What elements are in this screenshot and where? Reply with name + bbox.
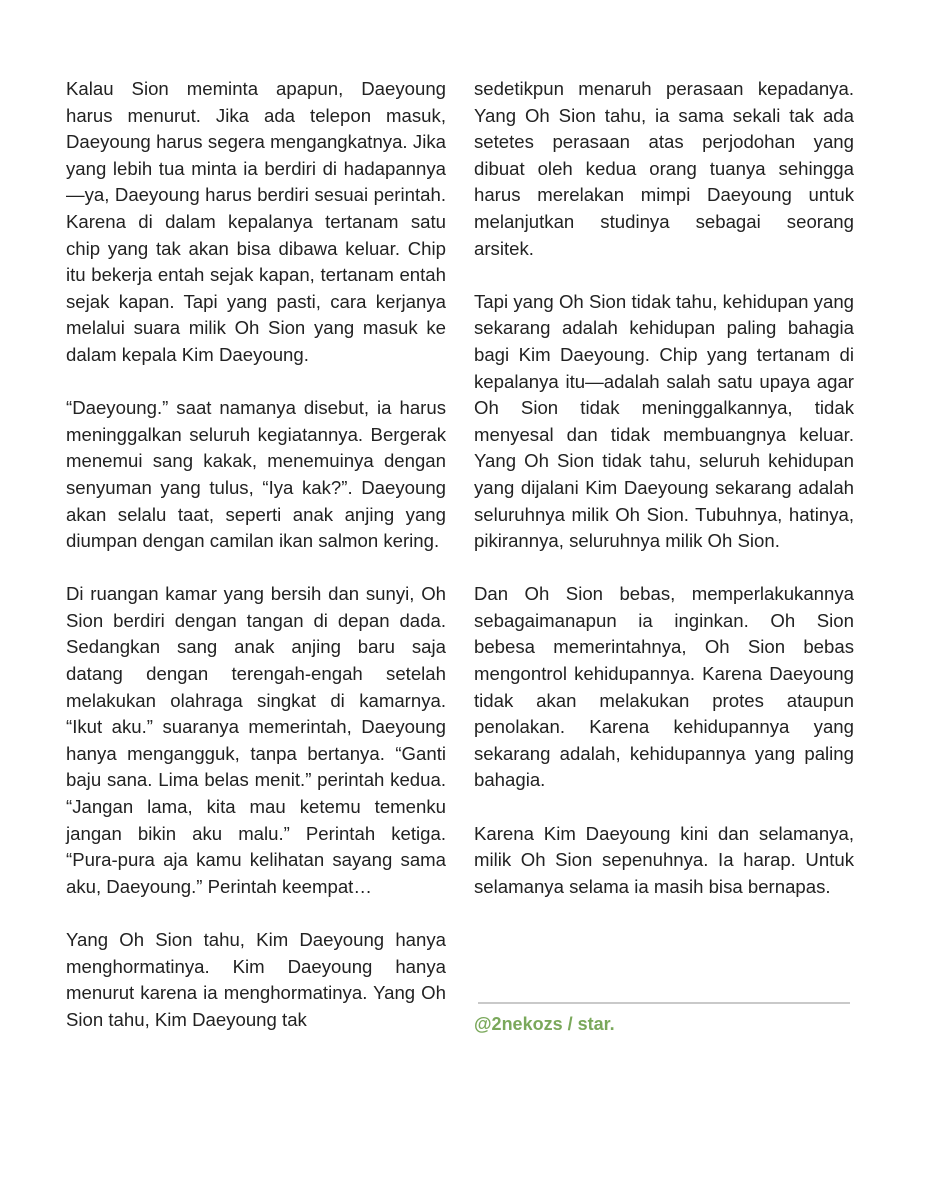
paragraph-1: Kalau Sion meminta apapun, Daeyoung harus menurut. Jika ada telepon masuk, Daeyoung harus segera mengangkatnya. Jika yang lebih tua minta ia berdiri di hadapannya—ya, Daeyoung harus berdiri sesuai perintah. Karena di dalam kepalanya tertanam satu chip yang tak akan bisa dibawa keluar. Chip itu bekerja entah sejak kapan, tertanam entah sejak kapan. Tapi yang pasti, cara kerjanya melalui suara milik Oh Sion yang masuk ke dalam kepala Kim Daeyoung.: [66, 78, 446, 365]
left-column: [66, 76, 446, 1033]
paragraph-3: Di ruangan kamar yang bersih dan sunyi, Oh Sion berdiri dengan tangan di depan dada. Sedangkan sang anak anjing baru saja datang dengan terengah-engah setelah melakukan olahraga singkat di kamarnya. “Ikut aku.” suaranya memerintah, Daeyoung hanya mengangguk, tanpa bertanya. “Ganti baju sana. Lima belas menit.” perintah kedua. “Jangan lama, kita mau ketemu temenku jangan bikin aku malu.” Perintah ketiga. “Pura-pura aja kamu kelihatan sayang sama aku, Daeyoung.” Perintah keempat…: [66, 583, 446, 897]
paragraph-4: Yang Oh Sion tahu, Kim Daeyoung hanya menghormatinya. Kim Daeyoung hanya menurut karena ia menghormatinya. Yang Oh Sion tahu, Kim Daeyoung tak: [66, 929, 446, 1030]
paragraph-2: “Daeyoung.” saat namanya disebut, ia harus meninggalkan seluruh kegiatannya. Bergerak menemui sang kakak, menemuinya dengan senyuman yang tulus, “Iya kak?”. Daeyoung akan selalu taat, seperti anak anjing yang diumpan dengan camilan ikan salmon kering.: [66, 397, 446, 552]
author-credit: @2nekozs / star.: [474, 1014, 615, 1034]
paragraph-6: Tapi yang Oh Sion tidak tahu, kehidupan yang sekarang adalah kehidupan paling bahagia bagi Kim Daeyoung. Chip yang tertanam di kepalanya itu—adalah salah satu upaya agar Oh Sion tidak meninggalkannya, tidak menyesal dan tidak membuangnya keluar. Yang Oh Sion tidak tahu, seluruh kehidupan yang dijalani Kim Daeyoung sekarang adalah seluruhnya milik Oh Sion. Tubuhnya, hatinya, pikirannya, seluruhnya milik Oh Sion.: [474, 290, 854, 552]
paragraph-5: sedetikpun menaruh perasaan kepadanya. Yang Oh Sion tahu, ia sama sekali tak ada setetes perasaan atas perjodohan yang dibuat oleh kedua orang tuanya sehingga harus merelakan mimpi Daeyoung untuk melanjutkan studinya sebagai seorang arsitek.: [474, 78, 854, 259]
right-column: [474, 76, 854, 900]
paragraph-7: Dan Oh Sion bebas, memperlakukannya sebagaimanapun ia inginkan. Oh Sion bebesa memerintahnya, Oh Sion bebas mengontrol kehidupannya. Karena Daeyoung tidak akan melakukan protes ataupun penolakan. Karena kehidupannya yang sekarang adalah, kehidupannya yang paling bahagia.: [474, 583, 854, 791]
divider-line: [478, 1002, 850, 1004]
paragraph-8: Karena Kim Daeyoung kini dan selamanya, milik Oh Sion sepenuhnya. Ia harap. Untuk selamanya selama ia masih bisa bernapas.: [474, 822, 854, 897]
